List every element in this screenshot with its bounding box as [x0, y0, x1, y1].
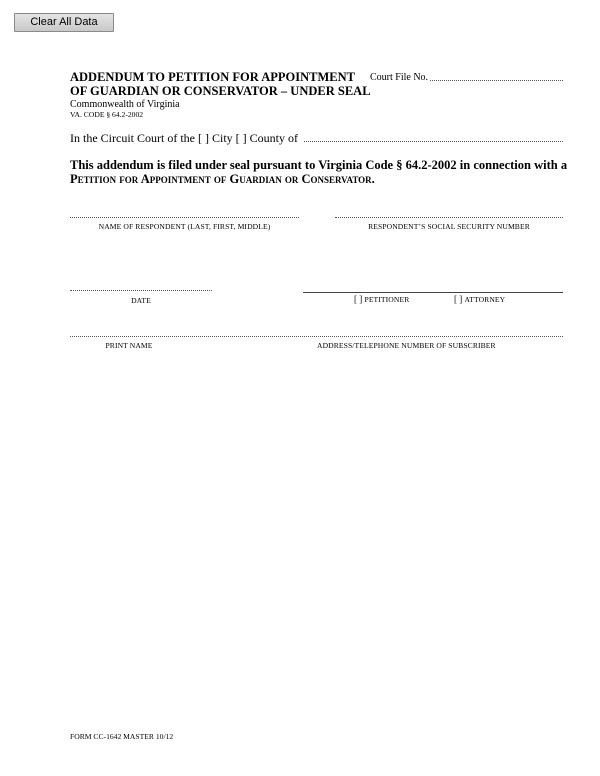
respondent-ssn-caption: RESPONDENT’S SOCIAL SECURITY NUMBER: [368, 222, 530, 231]
court-line: [70, 131, 298, 146]
court-prefix: In the Circuit Court of the: [70, 131, 195, 145]
city-label: City: [211, 131, 233, 145]
statement-line2: Petition for Appointment of Guardian or Conservator.: [70, 172, 375, 186]
court-name-line: [304, 141, 563, 142]
date-line: [70, 290, 212, 291]
county-checkbox[interactable]: [ ]: [235, 131, 247, 145]
signature-line: [303, 292, 563, 293]
court-file-line: [430, 80, 563, 81]
form-title-line1: ADDENDUM TO PETITION FOR APPOINTMENT: [70, 70, 355, 84]
county-label: County of: [249, 131, 298, 145]
respondent-name-input[interactable]: [71, 205, 297, 217]
jurisdiction-label: Commonwealth of Virginia: [70, 99, 180, 110]
attorney-checkbox[interactable]: [ ]: [454, 294, 463, 304]
statement-line1: This addendum is filed under seal pursuant to Virginia Code § 64.2-2002 in connection with a: [70, 158, 568, 172]
name-address-line: [70, 336, 563, 337]
form-title-line2: OF GUARDIAN OR CONSERVATOR – UNDER SEAL: [70, 84, 371, 98]
court-file-input[interactable]: [431, 68, 561, 80]
address-caption: ADDRESS/TELEPHONE NUMBER OF SUBSCRIBER: [317, 341, 496, 350]
date-caption: DATE: [131, 296, 151, 305]
petitioner-label: PETITIONER: [364, 295, 410, 304]
respondent-ssn-line: [335, 217, 563, 218]
attorney-label: ATTORNEY: [464, 295, 506, 304]
petitioner-checkbox[interactable]: [ ]: [354, 294, 363, 304]
petitioner-option: [354, 294, 409, 304]
code-reference: VA. CODE § 64.2-2002: [70, 110, 144, 119]
address-input[interactable]: [305, 324, 561, 336]
court-file-label: Court File No.: [370, 72, 429, 83]
respondent-ssn-input[interactable]: [336, 205, 561, 217]
court-name-input[interactable]: [305, 129, 561, 141]
form-number: FORM CC-1642 MASTER 10/12: [70, 732, 174, 741]
respondent-name-line: [70, 217, 299, 218]
respondent-name-caption: NAME OF RESPONDENT (LAST, FIRST, MIDDLE): [98, 222, 271, 231]
clear-all-data-button[interactable]: Clear All Data: [14, 13, 114, 32]
date-input[interactable]: [71, 278, 210, 290]
print-name-input[interactable]: [71, 324, 296, 336]
print-name-caption: PRINT NAME: [105, 341, 153, 350]
city-checkbox[interactable]: [ ]: [197, 131, 209, 145]
attorney-option: [454, 294, 505, 304]
